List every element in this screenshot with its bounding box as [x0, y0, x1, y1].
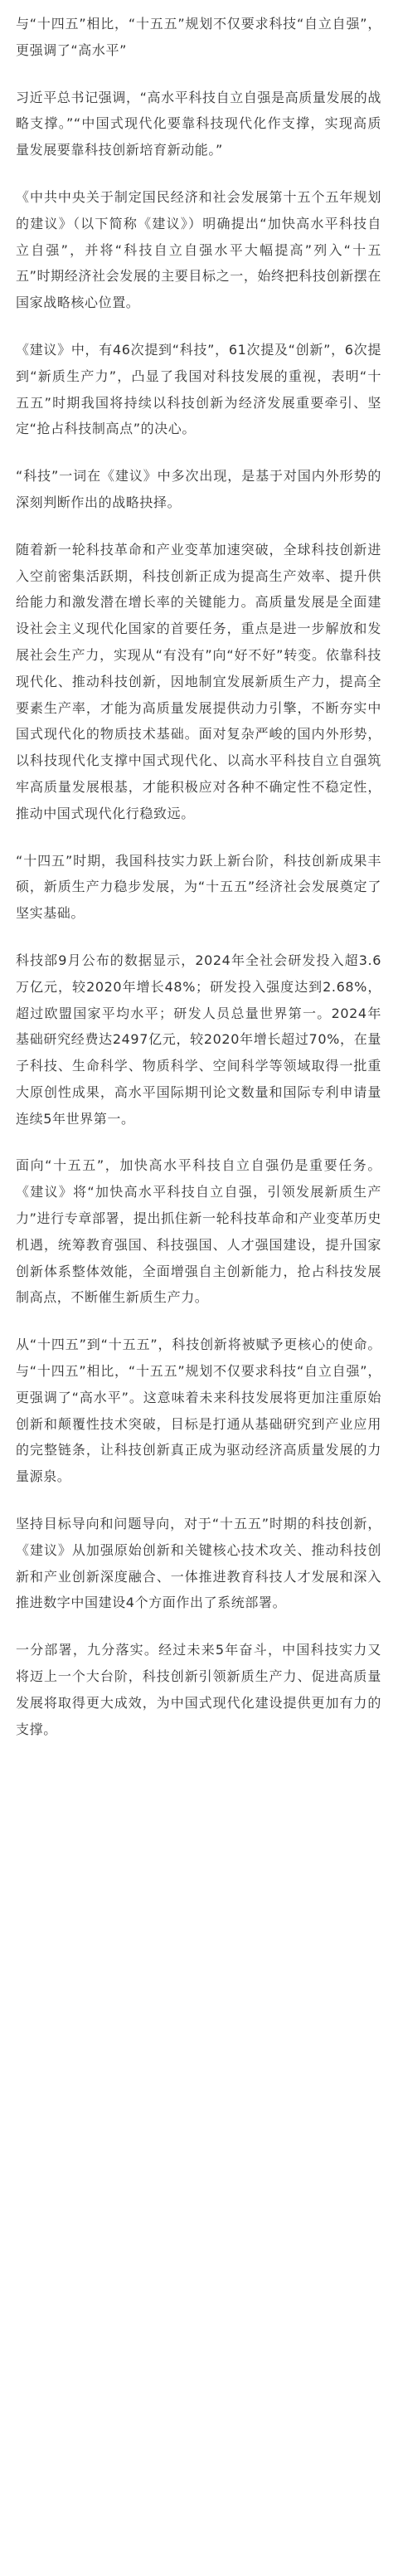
paragraph-intro: 与“十四五”相比，“十五五”规划不仅要求科技“自立自强”，更强调了“高水平” [16, 16, 381, 58]
paragraph-mission: 从“十四五”到“十五五”，科技创新将被赋予更核心的使命。与“十四五”相比，“十五五”规划不仅要求科技“自立自强”，更强调了“高水平”。这意味着未来科技发展将更加注重原始创新和颠覆性技术突破，目标是打通从基础研究到产业应用的完整链条，让科技创新真正成为驱动经济高质量发展的力量源泉。 [16, 1337, 381, 1485]
paragraph-mentions: 《建议》中，有46次提到“科技”，61次提及“创新”，6次提到“新质生产力”，凸显了我国对科技发展的重视，表明“十五五”时期我国将持续以科技创新为经济发展重要牵引、坚定“抢占科技制高点”的决心。 [16, 341, 381, 437]
paragraph-tasks: 面向“十五五”，加快高水平科技自立自强仍是重要任务。《建议》将“加快高水平科技自立自强，引领发展新质生产力”进行专章部署，提出抓住新一轮科技革命和产业变革历史机遇，统筹教育强国、科技强国、人才强国建设，提升国家创新体系整体效能，全面增强自主创新能力，抢占科技发展制高点，不断催生新质生产力。 [16, 1157, 381, 1306]
paragraph-deployment: 坚持目标导向和问题导向，对于“十五五”时期的科技创新，《建议》从加强原始创新和关键核心技术攻关、推动科技创新和产业创新深度融合、一体推进教育科技人才发展和深入推进数字中国建设4个方面作出了系统部署。 [16, 1516, 381, 1611]
paragraph-statistics: 科技部9月公布的数据显示，2024年全社会研发投入超3.6万亿元，较2020年增长48%；研发投入强度达到2.68%，超过欧盟国家平均水平；研发人员总量世界第一。2024年基础研究经费达2497亿元，较2020年增长超过70%，在量子科技、生命科学、物质科学、空间科学等领域取得一批重大原创性成果，高水平国际期刊论文数量和国际专利申请量连续5年世界第一。 [16, 952, 381, 1127]
paragraph-quote: 习近平总书记强调，“高水平科技自立自强是高质量发展的战略支撑。”“中国式现代化要靠科技现代化作支撑，实现高质量发展要靠科技创新培育新动能。” [16, 89, 381, 158]
paragraph-judgment: “科技”一词在《建议》中多次出现，是基于对国内外形势的深刻判断作出的战略抉择。 [16, 468, 381, 510]
paragraph-revolution: 随着新一轮科技革命和产业变革加速突破，全球科技创新进入空前密集活跃期，科技创新正成为提高生产效率、提升供给能力和激发潜在增长率的关键能力。高质量发展是全面建设社会主义现代化国家的首要任务，重点是进一步解放和发展社会生产力，实现从“有没有”向“好不好”转变。依靠科技现代化、推动科技创新，因地制宜发展新质生产力，提高全要素生产率，才能为高质量发展提供动力引擎，不断夯实中国式现代化的物质技术基础。面对复杂严峻的国内外形势，以科技现代化支撑中国式现代化、以高水平科技自立自强筑牢高质量发展根基，才能积极应对各种不确定性不稳定性，推动中国式现代化行稳致远。 [16, 541, 381, 821]
paragraph-conclusion: 一分部署，九分落实。经过未来5年奋斗，中国科技实力又将迈上一个大台阶，科技创新引领新质生产力、促进高质量发展将取得更大成效，为中国式现代化建设提供更加有力的支撑。 [16, 1642, 381, 1737]
paragraph-achievements: “十四五”时期，我国科技实力跃上新台阶，科技创新成果丰硕，新质生产力稳步发展，为“十五五”经济社会发展奠定了坚实基础。 [16, 852, 381, 922]
paragraph-proposal: 《中共中央关于制定国民经济和社会发展第十五个五年规划的建议》（以下简称《建议》）明确提出“加快高水平科技自立自强”，并将“科技自立自强水平大幅提高”列入“十五五”时期经济社会发展的主要目标之一，始终把科技创新摆在国家战略核心位置。 [16, 188, 381, 311]
